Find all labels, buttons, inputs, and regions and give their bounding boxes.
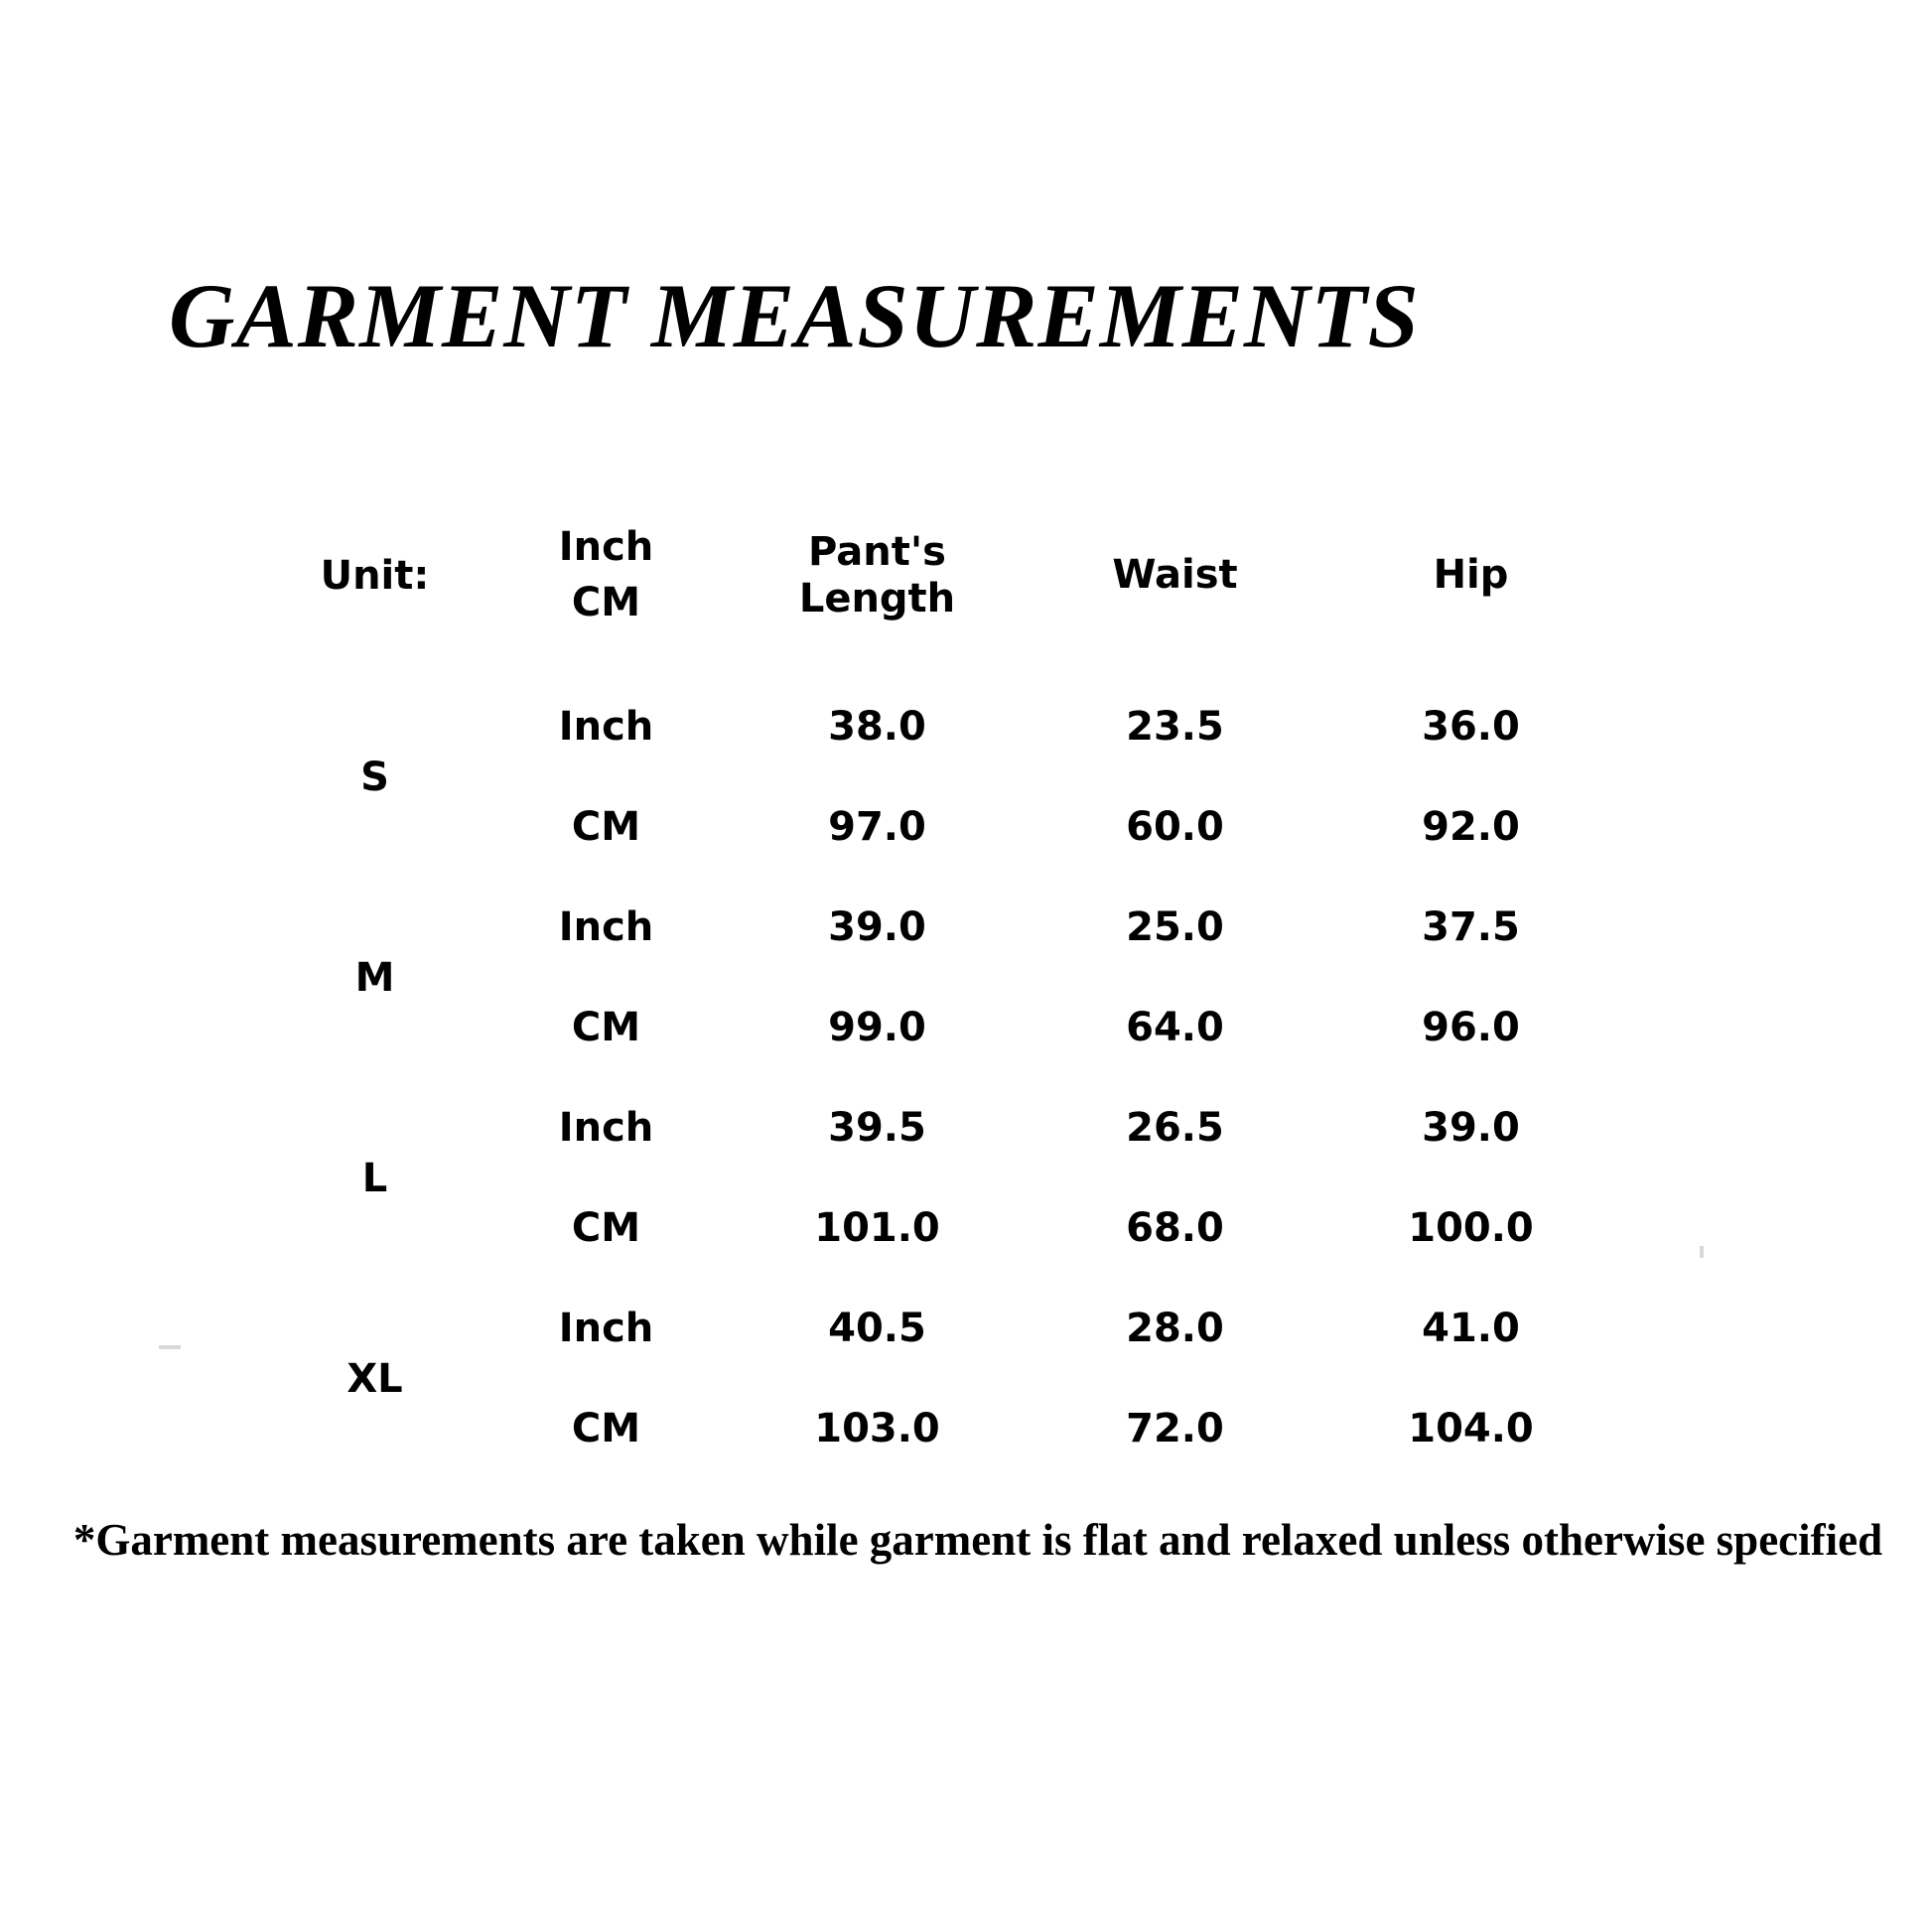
- value-hip: 41.0: [1330, 1279, 1612, 1379]
- unit-cell: Inch: [479, 878, 735, 978]
- size-label-l: L: [272, 1078, 479, 1279]
- value-waist: 72.0: [1021, 1379, 1330, 1479]
- unit-cell: CM: [479, 777, 735, 878]
- table-header-row: [272, 476, 1612, 677]
- column-header-waist-label: Waist: [1112, 552, 1238, 599]
- unit-cell: CM: [479, 978, 735, 1078]
- value-waist: 25.0: [1021, 878, 1330, 978]
- column-header-hip: [1330, 476, 1612, 677]
- unit-label: Unit:: [320, 553, 430, 599]
- size-label-xl: XL: [272, 1279, 479, 1479]
- unit-numerator: Inch: [541, 526, 672, 576]
- value-pants-length: 97.0: [735, 777, 1021, 878]
- value-waist: 64.0: [1021, 978, 1330, 1078]
- unit-label-cell: [272, 476, 479, 677]
- column-header-hip-label: Hip: [1433, 552, 1509, 599]
- table-row: [272, 878, 1612, 978]
- unit-cell: CM: [479, 1379, 735, 1479]
- scan-artifact: [1700, 1246, 1704, 1258]
- value-pants-length: 99.0: [735, 978, 1021, 1078]
- value-waist: 28.0: [1021, 1279, 1330, 1379]
- value-hip: 104.0: [1330, 1379, 1612, 1479]
- value-pants-length: 101.0: [735, 1178, 1021, 1279]
- table-row: [272, 677, 1612, 777]
- unit-fraction: [535, 526, 678, 623]
- column-header-pants-length-label: Pant's Length: [798, 528, 956, 621]
- unit-denominator: CM: [571, 580, 641, 625]
- value-waist: 60.0: [1021, 777, 1330, 878]
- value-hip: 36.0: [1330, 677, 1612, 777]
- footnote: *Garment measurements are taken while garment is flat and relaxed unless otherwise specified: [72, 1515, 1883, 1565]
- column-header-pants-length: [735, 476, 1021, 677]
- measurements-table-container: [270, 474, 1610, 1480]
- value-waist: 26.5: [1021, 1078, 1330, 1178]
- value-hip: 37.5: [1330, 878, 1612, 978]
- table-row: [272, 1279, 1612, 1379]
- size-label-m: M: [272, 878, 479, 1078]
- garment-measurements-table: [270, 474, 1613, 1480]
- column-header-waist: [1021, 476, 1330, 677]
- value-hip: 92.0: [1330, 777, 1612, 878]
- value-waist: 68.0: [1021, 1178, 1330, 1279]
- unit-cell: Inch: [479, 677, 735, 777]
- page-title: GARMENT MEASUREMENTS: [169, 265, 1420, 366]
- size-label-s: S: [272, 677, 479, 878]
- unit-cell: Inch: [479, 1279, 735, 1379]
- value-pants-length: 40.5: [735, 1279, 1021, 1379]
- unit-cell: Inch: [479, 1078, 735, 1178]
- table-row: [272, 1078, 1612, 1178]
- value-pants-length: 38.0: [735, 677, 1021, 777]
- value-pants-length: 39.5: [735, 1078, 1021, 1178]
- value-waist: 23.5: [1021, 677, 1330, 777]
- value-pants-length: 103.0: [735, 1379, 1021, 1479]
- unit-fraction-cell: [479, 476, 735, 677]
- scan-artifact: [159, 1345, 181, 1349]
- value-hip: 96.0: [1330, 978, 1612, 1078]
- unit-cell: CM: [479, 1178, 735, 1279]
- value-pants-length: 39.0: [735, 878, 1021, 978]
- value-hip: 100.0: [1330, 1178, 1612, 1279]
- value-hip: 39.0: [1330, 1078, 1612, 1178]
